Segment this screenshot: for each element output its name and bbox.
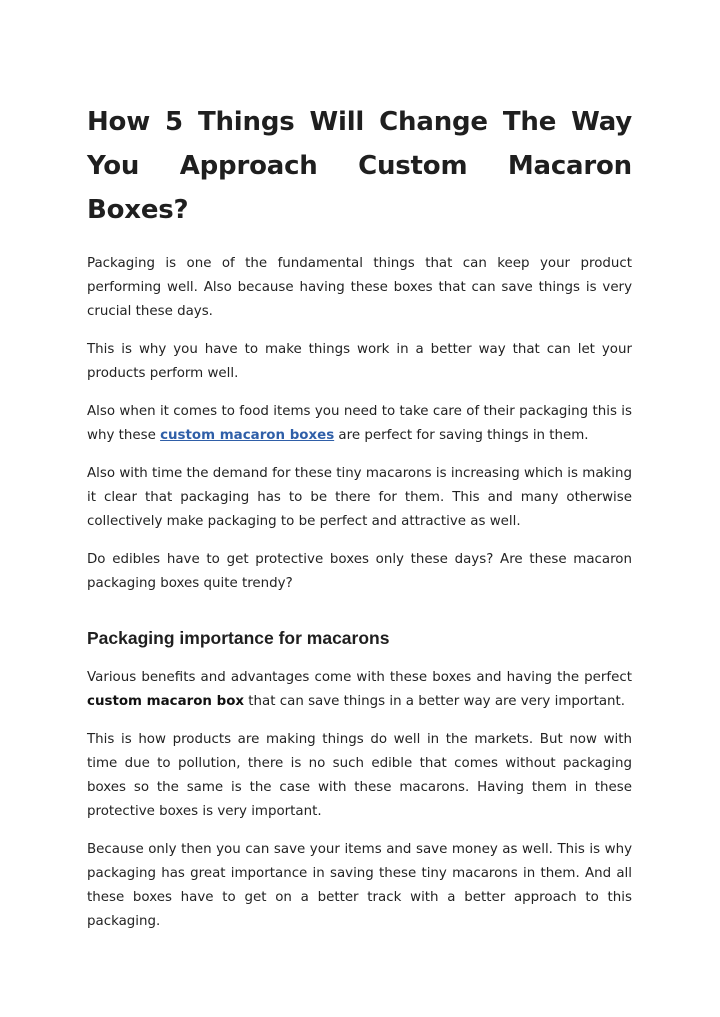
- paragraph-text-after-link: are perfect for saving things in them.: [334, 428, 589, 443]
- paragraph-demand-increasing: Also with time the demand for these tiny macarons is increasing which is making it clear that packaging has to be there for them. This and many otherwise collectively make packaging to be perfect and attractive as well.: [87, 466, 632, 529]
- document-title: How 5 Things Will Change The Way You Approach Custom Macaron Boxes?: [87, 107, 632, 225]
- document-page: [87, 100, 632, 948]
- paragraph-food-items: [87, 400, 632, 448]
- paragraph-make-things-work: This is why you have to make things work in a better way that can let your products perform well.: [87, 342, 632, 381]
- custom-macaron-box-bold-text: custom macaron box: [87, 694, 245, 709]
- paragraph-benefits: [87, 666, 632, 714]
- paragraph-edibles-question: Do edibles have to get protective boxes only these days? Are these macaron packaging boxes quite trendy?: [87, 552, 632, 591]
- paragraph-text-before-bold: Various benefits and advantages come with these boxes and having the perfect: [87, 670, 632, 685]
- paragraph-pollution: This is how products are making things do well in the markets. But now with time due to pollution, there is no such edible that comes without packaging boxes so the same is the case with these macarons. Having them in these protective boxes is very important.: [87, 732, 632, 819]
- custom-macaron-boxes-link[interactable]: custom macaron boxes: [160, 428, 335, 443]
- paragraph-text-before-link: Also when it comes to food items you need to take care of their packaging this is why these: [87, 404, 632, 443]
- paragraph-text-after-bold: that can save things in a better way are very important.: [244, 694, 626, 709]
- section-heading-packaging-importance: Packaging importance for macarons: [87, 628, 390, 648]
- paragraph-save-money: Because only then you can save your items and save money as well. This is why packaging has great importance in saving these tiny macarons in them. And all these boxes have to get on a better track with a better approach to this packaging.: [87, 842, 632, 929]
- paragraph-packaging-fundamental: Packaging is one of the fundamental things that can keep your product performing well. Also because having these boxes that can save things is very crucial these days.: [87, 256, 632, 319]
